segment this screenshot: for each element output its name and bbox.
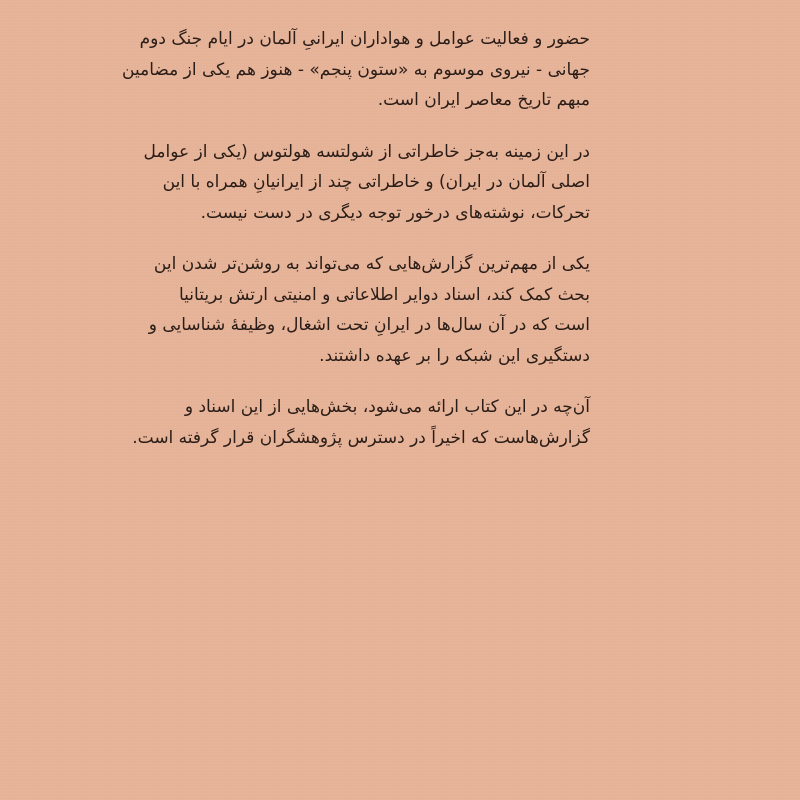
text-line: بحث کمک کند، اسناد دوایر اطلاعاتی و امنیتی ارتش بریتانیا xyxy=(178,284,590,305)
text-line: حضور و فعالیت عوامل و هواداران ایرانیِ آلمان در ایام جنگ دوم xyxy=(139,29,590,49)
cover-text-block xyxy=(122,24,590,474)
paragraph-1 xyxy=(122,24,590,116)
text-line: یکی از مهم‌ترین گزارش‌هایی که می‌تواند به روشن‌تر شدن این xyxy=(153,254,590,274)
text-line: گزارش‌هاست که اخیراً در دسترس پژوهشگران قرار گرفته است. xyxy=(132,427,590,448)
paragraph-2 xyxy=(143,137,590,229)
text-line: در این زمینه به‌جز خاطراتی از شولتسه هولتوس (یکی از عوامل xyxy=(143,141,590,162)
text-line: دستگیری این شبکه را بر عهده داشتند. xyxy=(319,345,590,366)
text-line: اصلی آلمان در ایران) و خاطراتی چند از ایرانیانِ همراه با این xyxy=(162,172,590,192)
text-line: آن‌چه در این کتاب ارائه می‌شود، بخش‌هایی از این اسناد و xyxy=(184,397,590,417)
text-line: جهانی - نیروی موسوم به «ستون پنجم» - هنوز هم یکی از مضامین xyxy=(122,59,590,80)
text-line: است که در آن سال‌ها در ایرانِ تحت اشغال، وظیفهٔ شناسایی و xyxy=(148,315,590,335)
text-line: مبهم تاریخ معاصر ایران است. xyxy=(377,90,590,110)
paragraph-4 xyxy=(132,392,590,453)
paragraph-3 xyxy=(148,249,590,371)
text-line: تحرکات، نوشته‌های درخور توجه دیگری در دست نیست. xyxy=(200,202,590,223)
